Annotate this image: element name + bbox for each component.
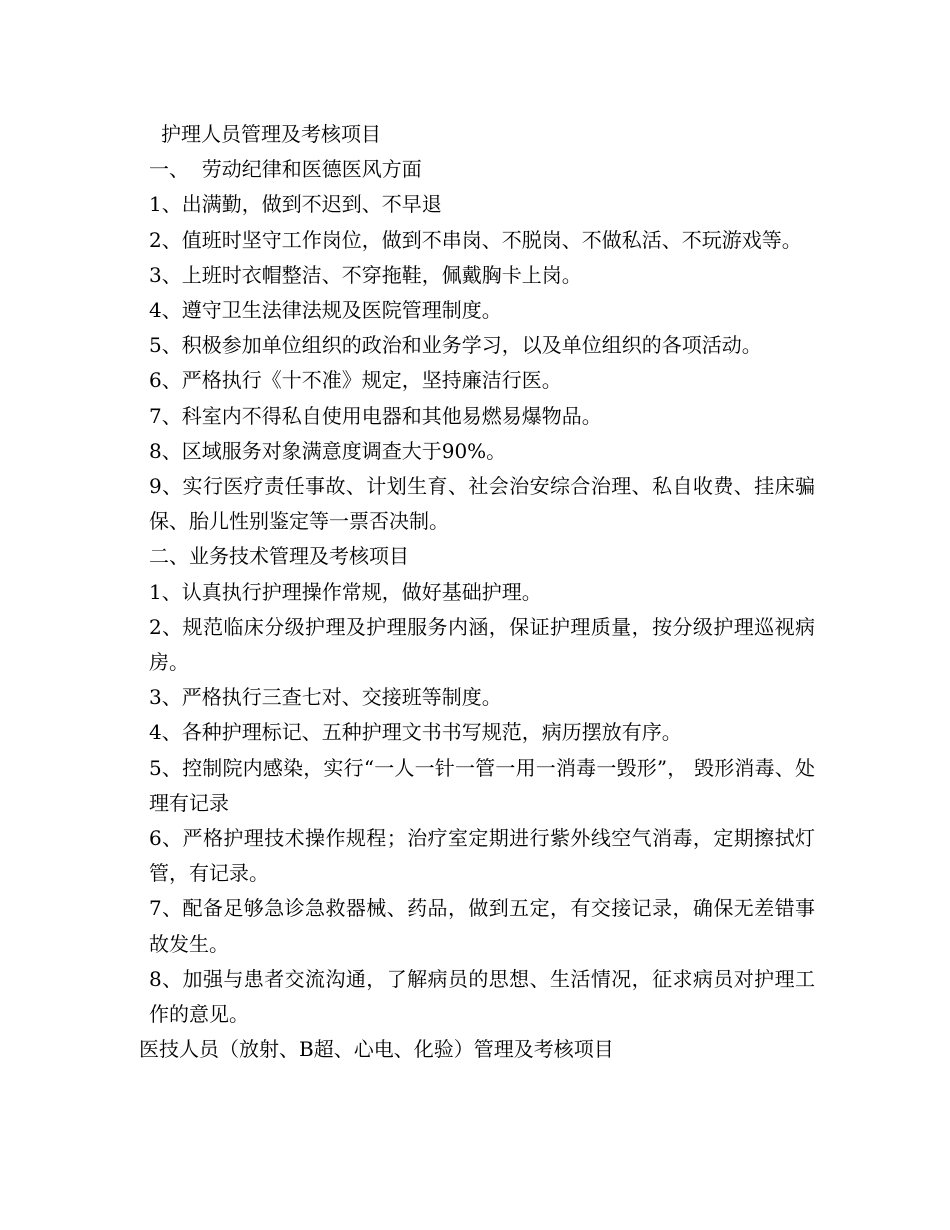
list-item: 5、控制院内感染，实行“一人一针一管一用一消毒一毁形”， 毁形消毒、处理有记录 [149,755,815,815]
document-body [139,117,815,1067]
list-item: 8、区域服务对象满意度调查大于90%。 [149,438,507,463]
list-item: 5、积极参加单位组织的政治和业务学习，以及单位组织的各项活动。 [149,333,762,358]
next-section-title: 医技人员（放射、B超、心电、化验）管理及考核项目 [139,1037,614,1062]
list-item: 6、严格执行《十不准》规定，坚持廉洁行医。 [149,368,562,393]
list-item: 3、上班时衣帽整洁、不穿拖鞋，佩戴胸卡上岗。 [149,262,582,287]
list-item: 4、各种护理标记、五种护理文书书写规范，病历摆放有序。 [149,720,682,745]
list-item: 2、规范临床分级护理及护理服务内涵，保证护理质量，按分级护理巡视病房。 [149,614,815,675]
list-item: 1、出满勤，做到不迟到、不早退 [149,192,442,217]
list-item: 2、值班时坚守工作岗位，做到不串岗、不脱岗、不做私活、不玩游戏等。 [149,227,802,252]
section-heading: 一、 劳动纪律和医德医风方面 [149,157,422,182]
list-item: 4、遵守卫生法律法规及医院管理制度。 [149,298,502,323]
section-heading: 二、业务技术管理及考核项目 [149,544,409,569]
list-item: 8、加强与患者交流沟通，了解病员的思想、生活情况，征求病员对护理工作的意见。 [149,966,815,1027]
list-item: 6、严格护理技术操作规程；治疗室定期进行紫外线空气消毒，定期擦拭灯管，有记录。 [149,826,815,886]
list-item: 3、严格执行三查七对、交接班等制度。 [149,685,502,710]
list-item: 9、实行医疗责任事故、计划生育、社会治安综合治理、私自收费、挂床骗保、胎儿性别鉴定等一票否决制。 [149,474,815,534]
list-item: 7、科室内不得私自使用电器和其他易燃易爆物品。 [149,403,602,428]
list-item: 7、配备足够急诊急救器械、药品，做到五定，有交接记录，确保无差错事故发生。 [149,896,815,956]
list-item: 1、认真执行护理操作常规，做好基础护理。 [149,579,542,604]
document-title: 护理人员管理及考核项目 [161,122,381,146]
